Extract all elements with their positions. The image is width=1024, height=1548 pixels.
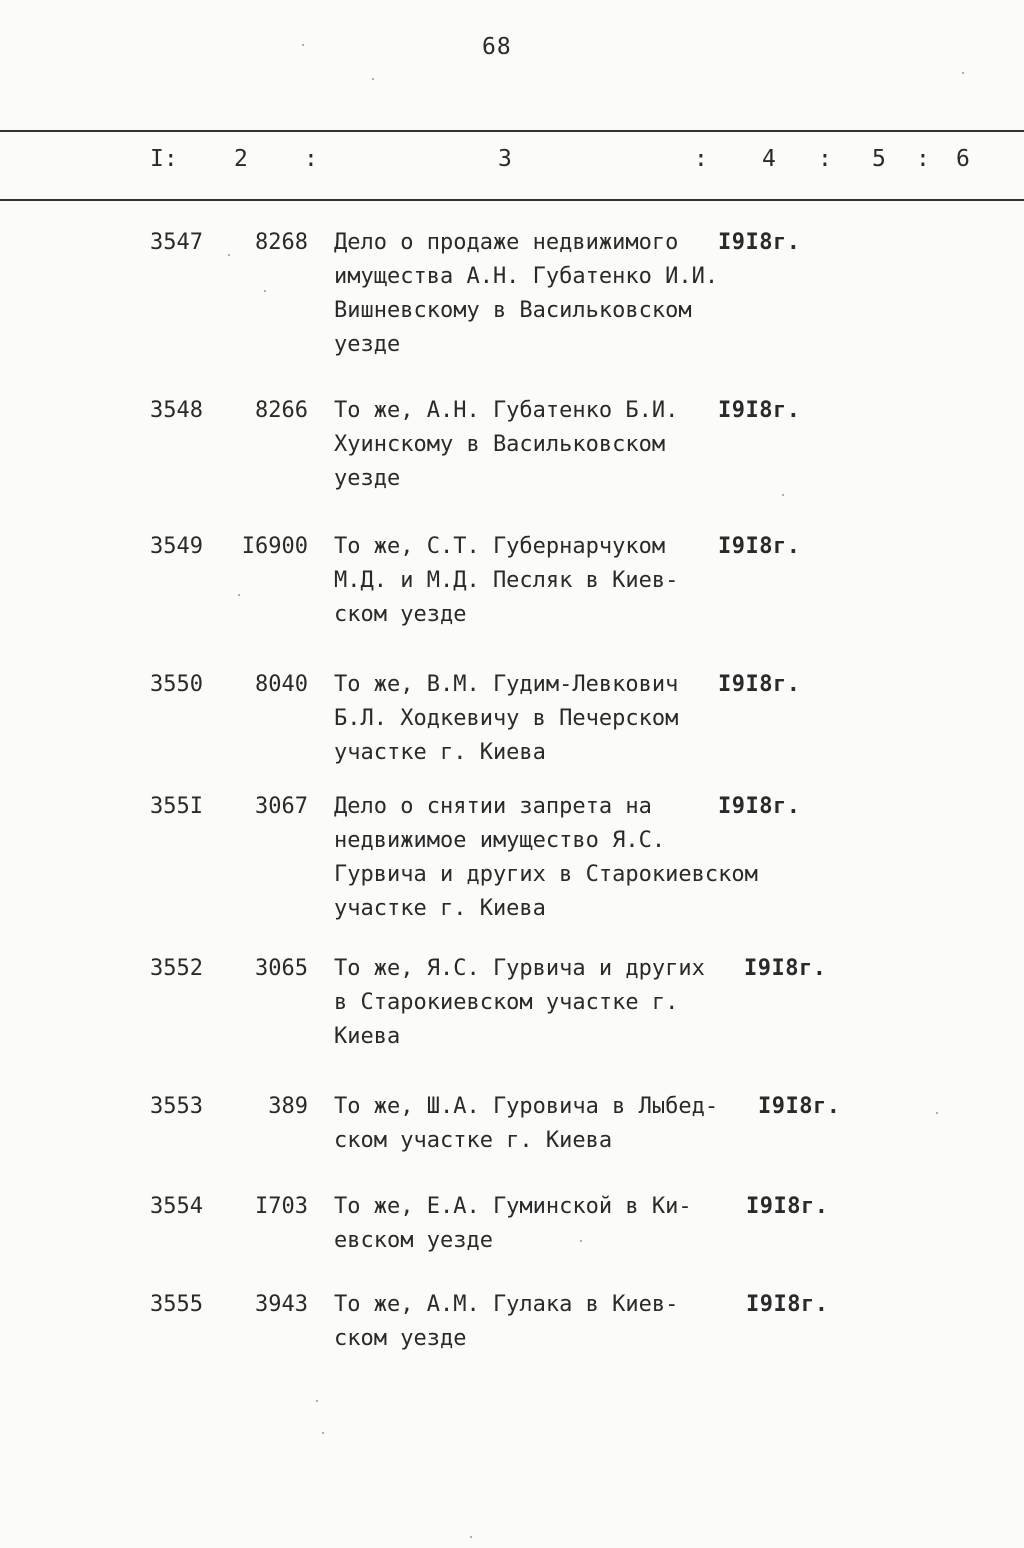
scan-speck (316, 1400, 318, 1402)
row-description-line: евском уезде (334, 1228, 493, 1253)
header-col-4: 4 (762, 146, 776, 172)
row-description-line: То же, А.М. Гулака в Киев- (334, 1292, 679, 1317)
row-year: I9I8г. (718, 230, 801, 255)
row-year: I9I8г. (718, 794, 801, 819)
row-description (334, 1090, 719, 1158)
row-description-line: недвижимое имущество Я.С. (334, 828, 666, 853)
header-col-3: 3 (498, 146, 512, 172)
header-col-1: I: (150, 146, 178, 172)
row-number: 3554 (150, 1194, 203, 1219)
row-number: 3555 (150, 1292, 203, 1317)
header-rule-top (0, 130, 1024, 132)
row-number: 355I (150, 794, 203, 819)
row-description-line: Вишневскому в Васильковском (334, 298, 692, 323)
row-year: I9I8г. (758, 1094, 841, 1119)
row-description (334, 952, 714, 1054)
row-description-line: ском уезде (334, 602, 467, 627)
scan-speck (238, 594, 240, 596)
row-description-line: Гурвича и других в Старокиевском (334, 862, 758, 887)
scan-speck (302, 44, 304, 46)
header-col-2: 2 (234, 146, 248, 172)
header-sep-4: : (818, 146, 832, 172)
scan-speck (372, 78, 374, 80)
row-description-line: То же, Ш.А. Гуровича в Лыбед- (334, 1094, 719, 1119)
row-description-line: Киева (334, 1024, 401, 1049)
row-code: 389 (268, 1094, 308, 1119)
scan-speck (936, 1112, 938, 1114)
row-year: I9I8г. (746, 1292, 829, 1317)
row-description-line: То же, С.Т. Губернарчуком (334, 534, 666, 559)
row-description-line: уезде (334, 332, 401, 357)
row-code: 8268 (255, 230, 308, 255)
row-number: 3550 (150, 672, 203, 697)
scan-speck (470, 1536, 472, 1538)
scan-speck (322, 1432, 324, 1434)
header-sep-5: : (916, 146, 930, 172)
row-description-line: То же, А.Н. Губатенко Б.И. (334, 398, 679, 423)
header-sep-3: : (694, 146, 708, 172)
row-year: I9I8г. (718, 534, 801, 559)
scan-speck (782, 494, 784, 496)
header-rule-bottom (0, 199, 1024, 201)
row-description-line: в Старокиевском участке г. (334, 990, 679, 1015)
row-year: I9I8г. (744, 956, 827, 981)
row-description-line: участке г. Киева (334, 740, 546, 765)
row-code: 3065 (255, 956, 308, 981)
row-description-line: Дело о продаже недвижимого (334, 230, 679, 255)
row-code: 8040 (255, 672, 308, 697)
header-col-5: 5 (872, 146, 886, 172)
row-code: I703 (255, 1194, 308, 1219)
row-description-line: То же, Я.С. Гурвича и других (334, 956, 705, 981)
scan-speck (228, 254, 230, 256)
row-description-line: имущества А.Н. Губатенко И.И. (334, 264, 719, 289)
row-description-line: Хуинскому в Васильковском (334, 432, 666, 457)
row-description-line: ском уезде (334, 1326, 467, 1351)
row-description-line: То же, Е.А. Гуминской в Ки- (334, 1194, 692, 1219)
row-number: 3552 (150, 956, 203, 981)
row-description (334, 226, 719, 362)
row-description (334, 530, 714, 632)
row-number: 3549 (150, 534, 203, 559)
row-description-line: М.Д. и М.Д. Песляк в Киев- (334, 568, 679, 593)
row-description (334, 668, 714, 770)
row-code: 3943 (255, 1292, 308, 1317)
row-description (334, 1190, 714, 1258)
row-code: 8266 (255, 398, 308, 423)
scan-speck (962, 72, 964, 74)
row-year: I9I8г. (718, 672, 801, 697)
row-year: I9I8г. (718, 398, 801, 423)
row-description-line: Дело о снятии запрета на (334, 794, 652, 819)
row-code: I6900 (241, 534, 308, 559)
row-number: 3547 (150, 230, 203, 255)
row-number: 3553 (150, 1094, 203, 1119)
header-sep-2: : (304, 146, 318, 172)
row-description (334, 1288, 714, 1356)
page-number: 68 (482, 34, 512, 60)
row-description-line: участке г. Киева (334, 896, 546, 921)
row-description-line: То же, В.М. Гудим-Левкович (334, 672, 679, 697)
row-description (334, 394, 714, 496)
row-code: 3067 (255, 794, 308, 819)
row-description-line: Б.Л. Ходкевичу в Печерском (334, 706, 679, 731)
row-year: I9I8г. (746, 1194, 829, 1219)
row-number: 3548 (150, 398, 203, 423)
row-description (334, 790, 758, 926)
header-col-6: 6 (956, 146, 970, 172)
scan-speck (580, 1240, 582, 1242)
row-description-line: уезде (334, 466, 401, 491)
scan-speck (264, 290, 266, 292)
row-description-line: ском участке г. Киева (334, 1128, 613, 1153)
